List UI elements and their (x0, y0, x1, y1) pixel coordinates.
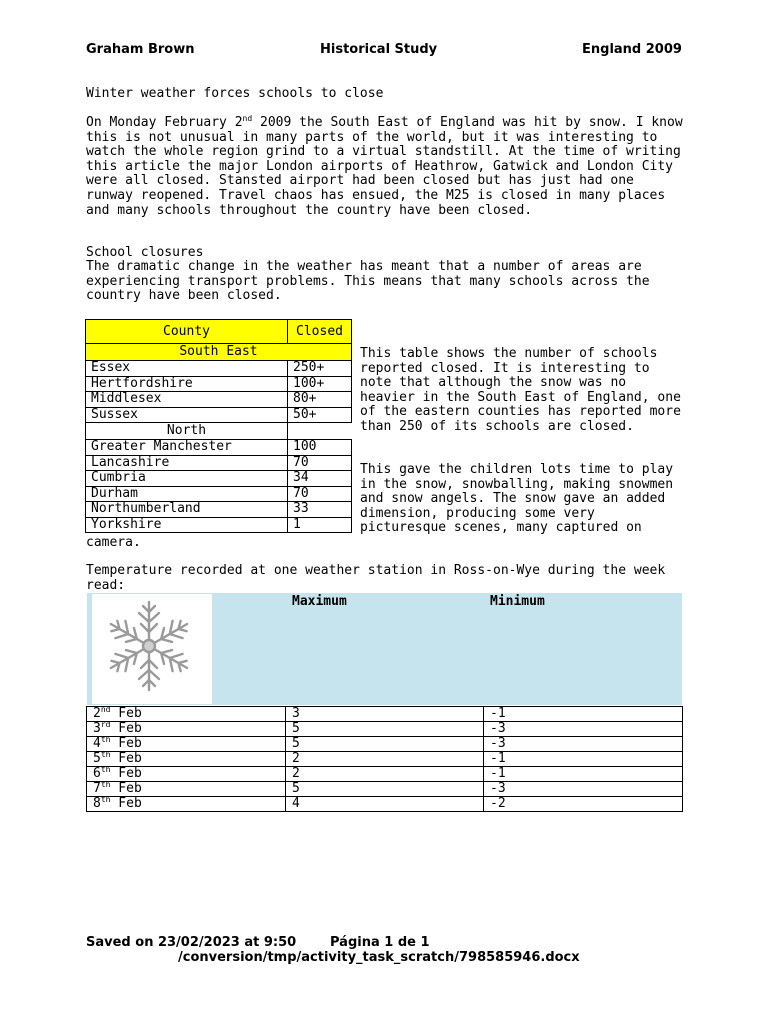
date-cell (87, 737, 286, 752)
date-day: 7 (93, 781, 101, 796)
date-ordinal: th (100, 735, 111, 744)
table-row (86, 376, 352, 392)
table-row (86, 471, 352, 487)
closed-count-cell: 100+ (288, 376, 352, 392)
closed-count-cell: 80+ (288, 392, 352, 408)
region-name: South East (86, 344, 352, 361)
min-temp-cell: -2 (484, 797, 683, 812)
date-day: 2 (93, 706, 101, 721)
table-row (87, 767, 683, 782)
header-county: County (86, 320, 288, 344)
table-row (86, 502, 352, 518)
table-row (87, 797, 683, 812)
date-ordinal: th (100, 780, 111, 789)
county-cell: Sussex (86, 407, 288, 423)
header-author: Graham Brown (86, 42, 195, 57)
county-cell: Hertfordshire (86, 376, 288, 392)
article-paragraph-2: The dramatic change in the weather has meant that a number of areas are experiencing transport problems. This means that many schools across the country have been closed. (86, 259, 650, 304)
camera-word: camera. (86, 535, 141, 550)
closed-count-cell: 70 (288, 455, 352, 471)
county-cell: Essex (86, 361, 288, 377)
closures-header-row (86, 320, 352, 344)
max-temp-cell: 5 (286, 737, 484, 752)
school-closures-table (85, 319, 352, 533)
closed-count-cell: 100 (288, 440, 352, 456)
table-row (86, 407, 352, 423)
min-temp-cell: -3 (484, 782, 683, 797)
county-cell: Greater Manchester (86, 440, 288, 456)
article-paragraph-1 (86, 116, 686, 218)
subheading-school-closures: School closures (86, 245, 204, 260)
date-month: Feb (110, 781, 142, 796)
max-temp-cell: 3 (286, 707, 484, 722)
closed-count-cell: 250+ (288, 361, 352, 377)
temp-column-maximum: Maximum (292, 594, 347, 609)
region-blank-cell (288, 423, 352, 440)
temperature-intro: Temperature recorded at one weather station in Ross-on-Wye during the week read: (86, 563, 666, 593)
date-month: Feb (110, 721, 142, 736)
snowflake-icon (92, 594, 212, 704)
table-row (87, 722, 683, 737)
county-cell: Yorkshire (86, 517, 288, 533)
table-row (87, 737, 683, 752)
county-cell: Northumberland (86, 502, 288, 518)
max-temp-cell: 2 (286, 767, 484, 782)
footer-file-path: /conversion/tmp/activity_task_scratch/798585946.docx (178, 950, 580, 965)
date-month: Feb (110, 796, 142, 811)
date-cell (87, 722, 286, 737)
max-temp-cell: 4 (286, 797, 484, 812)
closed-count-cell: 33 (288, 502, 352, 518)
article-title: Winter weather forces schools to close (86, 86, 384, 101)
table-row (87, 752, 683, 767)
date-day: 5 (93, 751, 101, 766)
date-cell (87, 707, 286, 722)
date-ordinal: th (100, 765, 111, 774)
county-cell: Lancashire (86, 455, 288, 471)
header-closed: Closed (288, 320, 352, 344)
date-ordinal: th (100, 795, 111, 804)
date-day: 6 (93, 766, 101, 781)
max-temp-cell: 5 (286, 722, 484, 737)
temperature-table (86, 706, 683, 812)
footer-page-number: Página 1 de 1 (330, 935, 430, 950)
date-day: 4 (93, 736, 101, 751)
max-temp-cell: 2 (286, 752, 484, 767)
header-place-year: England 2009 (582, 42, 682, 57)
region-row (86, 423, 352, 440)
min-temp-cell: -1 (484, 707, 683, 722)
min-temp-cell: -1 (484, 752, 683, 767)
date-cell (87, 797, 286, 812)
date-month: Feb (110, 751, 142, 766)
closed-count-cell: 70 (288, 486, 352, 502)
para1-start: On Monday February 2 (86, 115, 243, 130)
temp-column-minimum: Minimum (490, 594, 545, 609)
date-day: 8 (93, 796, 101, 811)
max-temp-cell: 5 (286, 782, 484, 797)
table-row (86, 455, 352, 471)
snow-play-paragraph: This gave the children lots time to play in the snow, snowballing, making snowmen and snow angels. The snow gave an added dimension, producing some very picturesque scenes, many captured on (360, 462, 674, 536)
date-month: Feb (110, 766, 142, 781)
county-cell: Middlesex (86, 392, 288, 408)
min-temp-cell: -1 (484, 767, 683, 782)
table-explanation-paragraph: This table shows the number of schools reported closed. It is interesting to note that although the snow was no heavier in the South East of England, one of the eastern counties has reported more than 250 of its schools are closed. (360, 346, 681, 434)
para1-rest: 2009 the South East of England was hit by snow. I know this is not unusual in many parts of the world, but it was interesting to watch the whole region grind to a virtual standstill. At the time of writing this article the major London airports of Heathrow, Gatwick and London City were all closed. Stansted airport had been closed but has just had one runway reopened. Travel chaos has ensued, the M25 is closed in many places and many schools throughout the country have been closed. (86, 115, 683, 218)
table-row (86, 440, 352, 456)
closed-count-cell: 1 (288, 517, 352, 533)
header-subject: Historical Study (320, 42, 438, 57)
snowflake-image (92, 594, 212, 704)
region-row (86, 344, 352, 361)
date-cell (87, 752, 286, 767)
closed-count-cell: 50+ (288, 407, 352, 423)
date-ordinal: nd (100, 705, 111, 714)
date-ordinal: rd (100, 720, 111, 729)
table-row (86, 392, 352, 408)
county-cell: Durham (86, 486, 288, 502)
min-temp-cell: -3 (484, 722, 683, 737)
date-cell (87, 782, 286, 797)
date-ordinal: th (100, 750, 111, 759)
table-row (86, 486, 352, 502)
table-row (87, 707, 683, 722)
table-row (86, 517, 352, 533)
table-row (86, 361, 352, 377)
para1-superscript: nd (242, 114, 253, 123)
county-cell: Cumbria (86, 471, 288, 487)
date-cell (87, 767, 286, 782)
min-temp-cell: -3 (484, 737, 683, 752)
date-day: 3 (93, 721, 101, 736)
date-month: Feb (110, 706, 142, 721)
closed-count-cell: 34 (288, 471, 352, 487)
table-row (87, 782, 683, 797)
region-name: North (86, 423, 288, 440)
footer-saved-date: Saved on 23/02/2023 at 9:50 (86, 935, 297, 950)
date-month: Feb (110, 736, 142, 751)
